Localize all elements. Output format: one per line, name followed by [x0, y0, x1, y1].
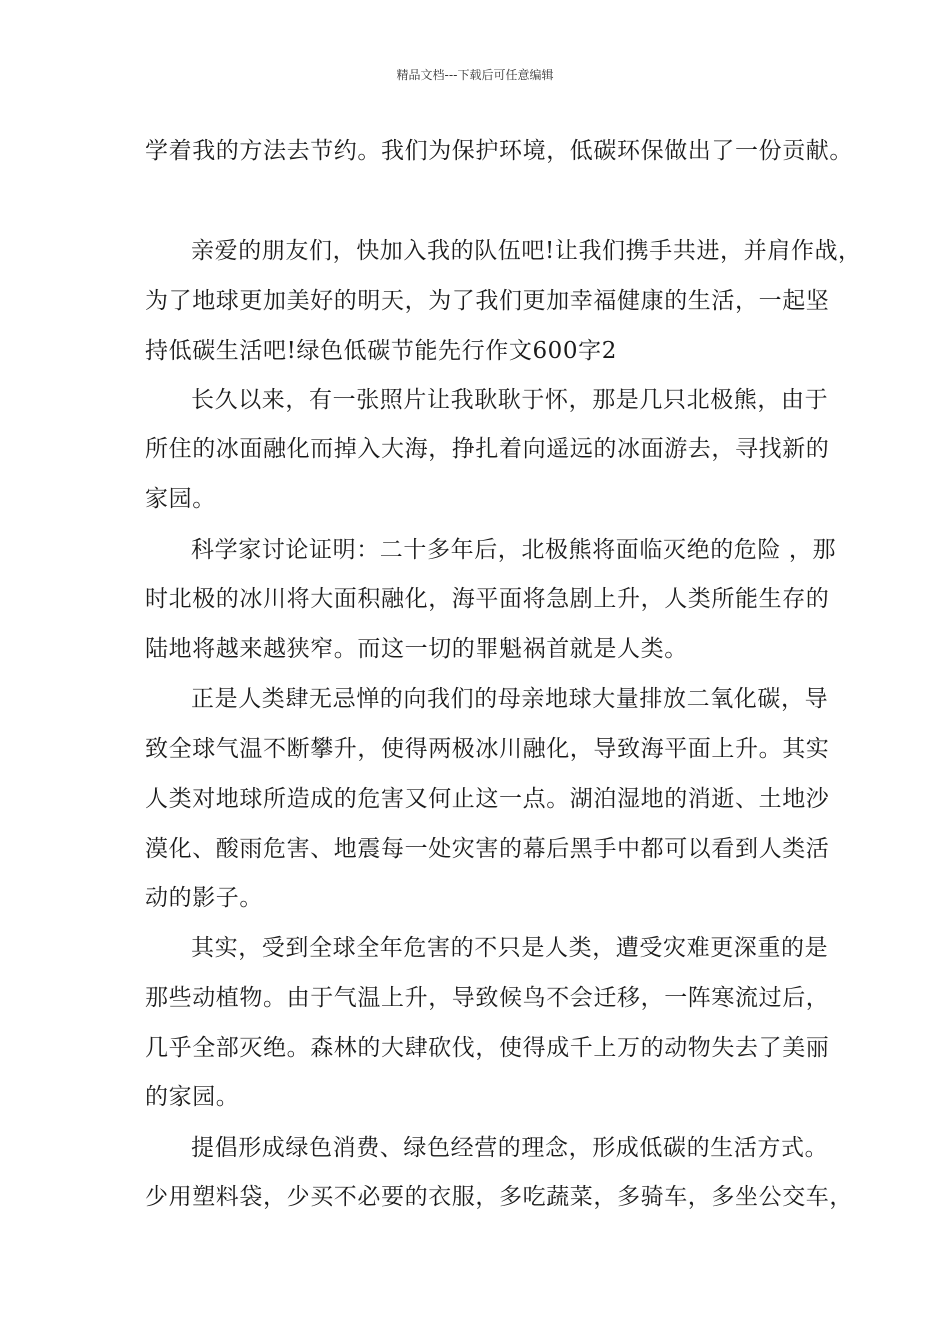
- text-line: 其实，受到全球全年危害的不只是人类，遭受灾难更深重的是: [191, 935, 829, 961]
- text-line: 人类对地球所造成的危害又何止这一点。湖泊湿地的消逝、土地沙: [145, 786, 830, 812]
- text-line: 漠化、酸雨危害、地震每一处灾害的幕后黑手中都可以看到人类活: [145, 836, 830, 862]
- text-line: 时北极的冰川将大面积融化，海平面将急剧上升，人类所能生存的: [145, 586, 830, 612]
- text-line: 动的影子。: [145, 885, 263, 911]
- text-line: 长久以来，有一张照片让我耿耿于怀，那是几只北极熊，由于: [191, 387, 829, 413]
- text-line: 家园。: [145, 486, 216, 512]
- text-line: 少用塑料袋，少买不必要的衣服，多吃蔬菜，多骑车，多坐公交车，: [145, 1184, 853, 1210]
- text-line: 所住的冰面融化而掉入大海，挣扎着向遥远的冰面游去，寻找新的: [145, 436, 830, 462]
- text-line: 亲爱的朋友们，快加入我的队伍吧!让我们携手共进，并肩作战，: [191, 238, 862, 264]
- page-header: 精品文档---下载后可任意编辑: [396, 68, 554, 82]
- text-line: 科学家讨论证明：二十多年后，北极熊将面临灭绝的危险 ，那: [191, 537, 837, 563]
- text-line: 学着我的方法去节约。我们为保护环境，低碳环保做出了一份贡献。: [145, 138, 853, 164]
- text-line: 持低碳生活吧!绿色低碳节能先行作文600字2: [145, 338, 617, 364]
- text-line: 为了地球更加美好的明天，为了我们更加幸福健康的生活，一起坚: [145, 288, 830, 314]
- text-line: 那些动植物。由于气温上升，导致候鸟不会迁移，一阵寒流过后，: [145, 985, 830, 1011]
- text-line: 陆地将越来越狭窄。而这一切的罪魁祸首就是人类。: [145, 636, 688, 662]
- text-line: 正是人类肆无忌惮的向我们的母亲地球大量排放二氧化碳，导: [191, 686, 829, 712]
- text-line: 提倡形成绿色消费、绿色经营的理念，形成低碳的生活方式。: [191, 1135, 829, 1161]
- text-line: 致全球气温不断攀升，使得两极冰川融化，导致海平面上升。其实: [145, 736, 830, 762]
- text-line: 的家园。: [145, 1084, 240, 1110]
- text-line: 几乎全部灭绝。森林的大肆砍伐，使得成千上万的动物失去了美丽: [145, 1035, 830, 1061]
